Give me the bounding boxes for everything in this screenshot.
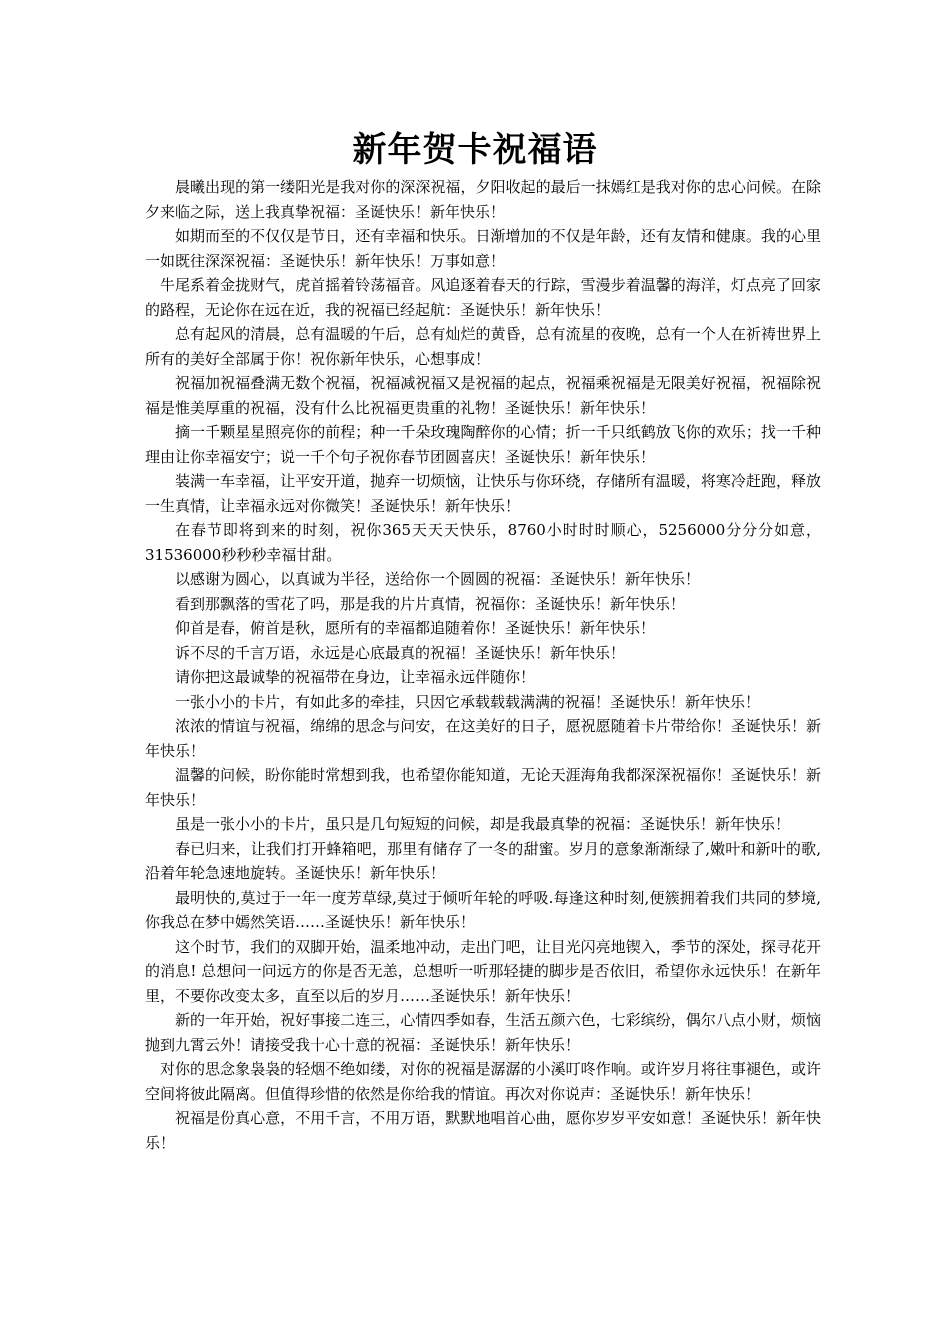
paragraph: 牛尾系着金拢财气，虎首摇着铃荡福音。风追逐着春天的行踪，雪漫步着温馨的海洋，灯点亮了回家的路程，无论你在远在近，我的祝福已经起航：圣诞快乐！新年快乐！	[145, 276, 821, 319]
paragraph: 春已归来，让我们打开蜂箱吧，那里有储存了一冬的甜蜜。岁月的意象渐渐绿了,嫩叶和新叶的歌,沿着年轮急速地旋转。圣诞快乐！新年快乐！	[145, 839, 821, 882]
paragraph: 如期而至的不仅仅是节日，还有幸福和快乐。日渐增加的不仅是年龄，还有友情和健康。我的心里一如既往深深祝福：圣诞快乐！新年快乐！万事如意！	[145, 227, 821, 270]
paragraph: 祝福加祝福叠满无数个祝福，祝福减祝福又是祝福的起点，祝福乘祝福是无限美好祝福，祝福除祝福是惟美厚重的祝福，没有什么比祝福更贵重的礼物！圣诞快乐！新年快乐！	[145, 374, 821, 417]
paragraph: 在春节即将到来的时刻，祝你365天天天快乐，8760小时时时顺心，5256000分分分如意，31536000秒秒秒幸福甘甜。	[145, 521, 821, 564]
paragraph: 新的一年开始，祝好事接二连三，心情四季如春，生活五颜六色，七彩缤纷，偶尔八点小财，烦恼抛到九霄云外！请接受我十心十意的祝福：圣诞快乐！新年快乐！	[145, 1011, 821, 1054]
paragraph: 装满一车幸福，让平安开道，抛弃一切烦恼，让快乐与你环绕，存储所有温暖，将寒冷赶跑，释放一生真情，让幸福永远对你微笑！圣诞快乐！新年快乐！	[145, 472, 821, 515]
paragraph: 总有起风的清晨，总有温暖的午后，总有灿烂的黄昏，总有流星的夜晚，总有一个人在祈祷世界上所有的美好全部属于你！祝你新年快乐，心想事成！	[145, 325, 821, 368]
paragraph: 诉不尽的千言万语，永远是心底最真的祝福！圣诞快乐！新年快乐！	[175, 643, 626, 662]
paragraph: 祝福是份真心意，不用千言，不用万语，默默地唱首心曲，愿你岁岁平安如意！圣诞快乐！新年快乐！	[145, 1109, 821, 1152]
paragraph: 仰首是春，俯首是秋，愿所有的幸福都追随着你！圣诞快乐！新年快乐！	[175, 619, 656, 637]
paragraph: 这个时节，我们的双脚开始，温柔地冲动，走出门吧，让目光闪亮地锲入，季节的深处，探寻花开的消息! 总想问一问远方的你是否无恙，总想听一听那轻捷的脚步是否依旧，希望你永远快乐！在新年里，不要你改变太多，直至以后的岁月……圣诞快乐！新年快乐！	[145, 937, 821, 1005]
paragraph: 浓浓的情谊与祝福，绵绵的思念与问安，在这美好的日子，愿祝愿随着卡片带给你！圣诞快乐！新年快乐！	[145, 717, 821, 760]
paragraph: 以感谢为圆心，以真诚为半径，送给你一个圆圆的祝福：圣诞快乐！新年快乐！	[175, 570, 701, 588]
paragraph: 最明快的,莫过于一年一度芳草绿,莫过于倾听年轮的呼吸.每逢这种时刻,便簇拥着我们共同的梦境,你我总在梦中嫣然笑语……圣诞快乐！新年快乐！	[145, 888, 821, 931]
document-body	[145, 175, 821, 1155]
paragraph: 看到那飘落的雪花了吗，那是我的片片真情，祝福你：圣诞快乐！新年快乐！	[175, 594, 686, 613]
paragraph: 温馨的问候，盼你能时常想到我，也希望你能知道，无论天涯海角我都深深祝福你！圣诞快乐！新年快乐！	[145, 766, 821, 809]
paragraph: 请你把这最诚挚的祝福带在身边，让幸福永远伴随你！	[175, 668, 536, 686]
paragraph: 虽是一张小小的卡片，虽只是几句短短的问候，却是我最真挚的祝福：圣诞快乐！新年快乐！	[175, 815, 791, 833]
paragraph: 晨曦出现的第一缕阳光是我对你的深深祝福，夕阳收起的最后一抹嫣红是我对你的忠心问候。在除夕来临之际，送上我真挚祝福：圣诞快乐！新年快乐！	[145, 178, 821, 221]
paragraph: 摘一千颗星星照亮你的前程；种一千朵玫瑰陶醉你的心情；折一千只纸鹤放飞你的欢乐；找一千种理由让你幸福安宁；说一千个句子祝你春节团圆喜庆！圣诞快乐！新年快乐！	[145, 423, 821, 466]
paragraph: 一张小小的卡片，有如此多的牵挂，只因它承载载载满满的祝福！圣诞快乐！新年快乐！	[175, 692, 761, 711]
paragraph: 对你的思念象袅袅的轻烟不绝如缕，对你的祝福是潺潺的小溪叮咚作响。或许岁月将往事褪色，或许空间将彼此隔离。但值得珍惜的依然是你给我的情谊。再次对你说声：圣诞快乐！新年快乐！	[145, 1060, 821, 1103]
document-title: 新年贺卡祝福语	[352, 130, 598, 170]
